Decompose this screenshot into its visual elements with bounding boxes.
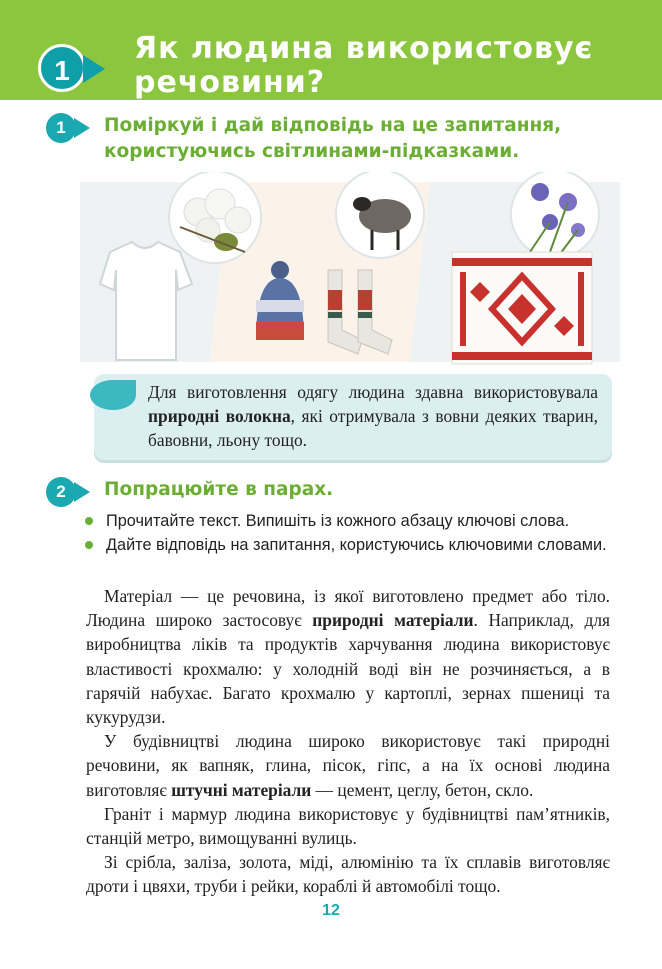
instruction-item: Дайте відповідь на запитання, користуючись ключовими словами. <box>84 535 624 555</box>
callout-text-part1: Для виготовлення одягу людина здавна використовувала <box>148 382 598 402</box>
task1-number-badge: 1 <box>46 113 76 143</box>
sheep-image <box>336 172 424 258</box>
task1-title-line1: Поміркуй і дай відповідь на це запитання, <box>104 115 562 136</box>
callout-text-part2: , які отримувала з вовни деяких тварин, бавовни, льону тощо. <box>148 406 598 450</box>
term-artificial-materials: штучні матеріали <box>171 779 312 800</box>
section-title-line1: Як людина використовує <box>134 31 594 66</box>
instruction-item: Прочитайте текст. Випишіть із кожного абзацу ключові слова. <box>84 511 624 531</box>
section-title-line2: речовини? <box>134 65 326 100</box>
paragraph-2: У будівництві людина широко використовує такі природні речовини, як вапняк, глина, пісок, гіпс, а на їх основі людина виготовляє штучні матеріали — цемент, цеглу, бетон, скло. <box>86 731 610 800</box>
callout-speech-icon <box>90 380 136 410</box>
callout-text <box>148 380 598 452</box>
page-number: 12 <box>322 902 340 919</box>
section-banner <box>0 0 662 100</box>
task2-number-badge: 2 <box>46 477 76 507</box>
paragraph-4: Зі срібла, заліза, золота, міді, алюмінію та їх сплавів виготовляє дроти і цвяхи, труби і рейки, кораблі й автомобілі тощо. <box>86 852 610 897</box>
section-title <box>134 32 634 100</box>
key-fact-callout <box>94 374 612 460</box>
reading-text <box>86 584 610 899</box>
task1-title <box>104 113 624 165</box>
task2-instructions <box>84 511 624 559</box>
paragraph-1: Матеріал — це речовина, із якої виготовлено предмет або тіло. Людина широко застосовує природні матеріали. Наприклад, для виробництва ліків та продуктів харчування людина використовує властивості крохмалю: у холодній воді він не розчиняється, а в гарячій набухає. Багато крохмалю у картоплі, зернах пшениці та кукурудзи. <box>86 586 611 728</box>
term-natural-materials: природні матеріали <box>312 610 474 631</box>
photo-hints-illustration <box>80 172 620 372</box>
cotton-image <box>169 172 261 263</box>
embroidered-towel-image <box>452 252 592 364</box>
task1-title-line2: користуючись світлинами-підказками. <box>104 141 520 162</box>
paragraph-3: Граніт і мармур людина використовує у будівництві пам’ятників, станцій метро, вимощуванні вулиць. <box>86 803 610 849</box>
section-number-badge: 1 <box>38 44 86 92</box>
task2-title: Попрацюйте в парах. <box>104 479 334 500</box>
flax-flower-image <box>511 172 599 258</box>
callout-bold-term: природні волокна <box>148 406 291 426</box>
